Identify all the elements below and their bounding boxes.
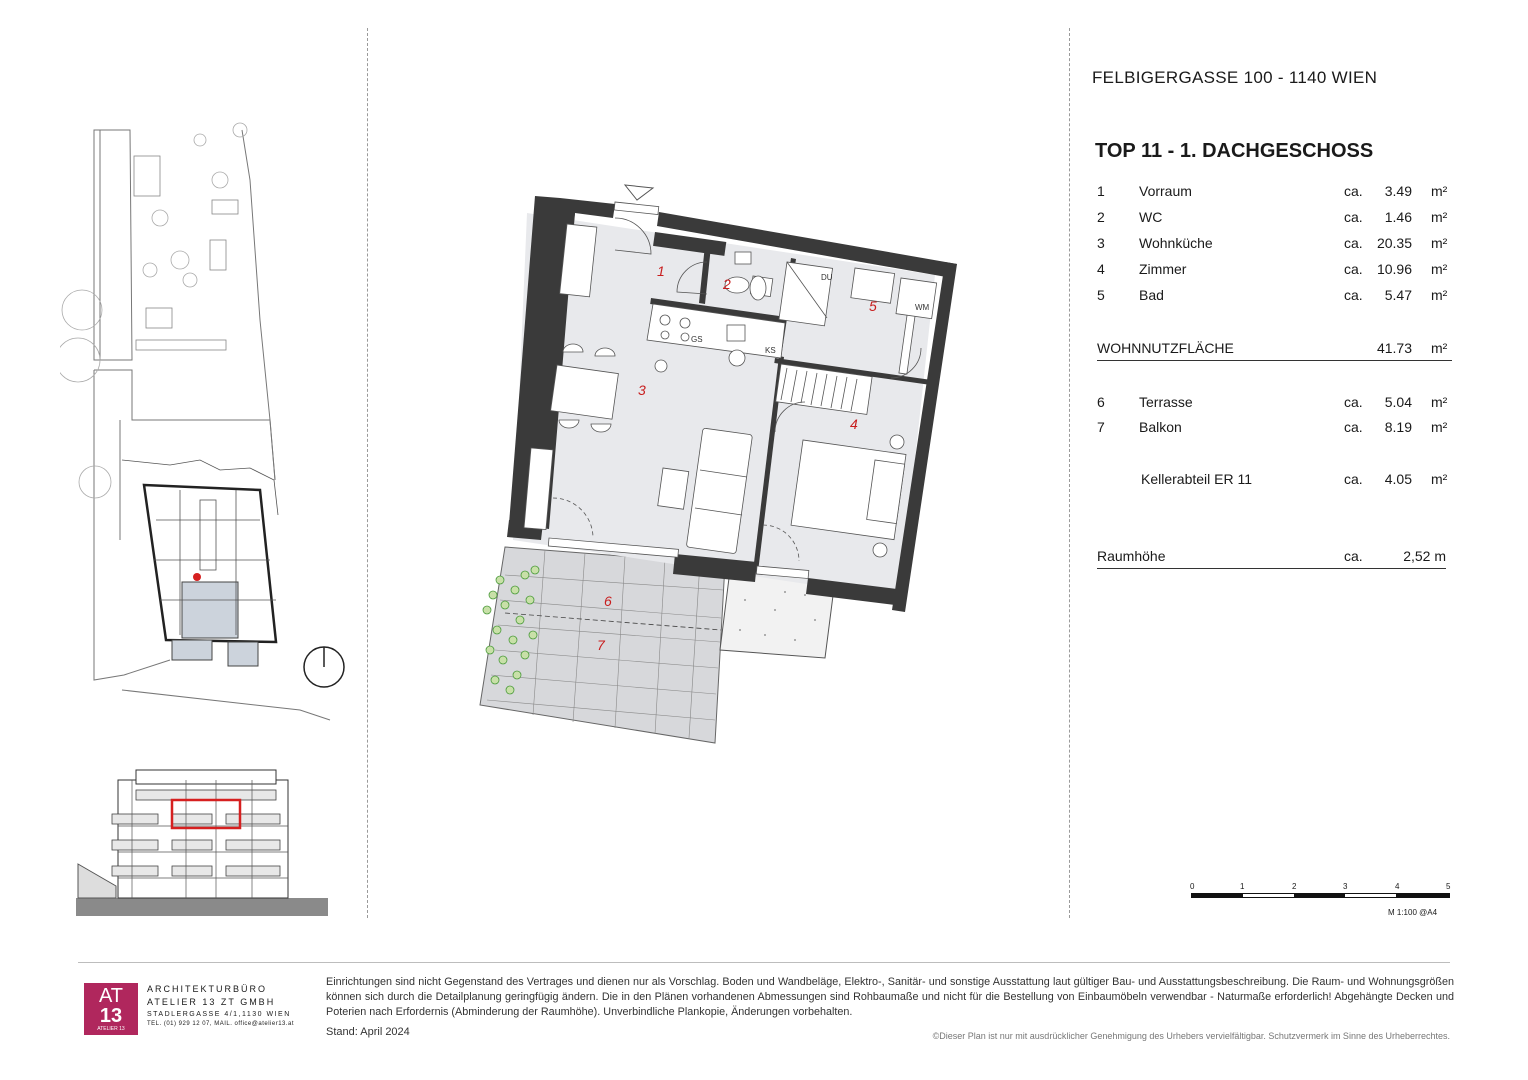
- room-unit: m²: [1431, 394, 1448, 410]
- outdoor-row: [1097, 394, 1452, 414]
- room-name: Zimmer: [1139, 261, 1187, 277]
- address: FELBIGERGASSE 100 - 1140 WIEN: [1092, 68, 1378, 87]
- room-unit: m²: [1431, 235, 1448, 251]
- room-area: 1.46: [1384, 209, 1412, 225]
- room-ca: ca.: [1344, 419, 1363, 435]
- room-area: 5.04: [1384, 394, 1412, 410]
- scale-tick: 1: [1240, 882, 1245, 891]
- room-area: 10.96: [1376, 261, 1412, 277]
- room-unit: m²: [1431, 261, 1448, 277]
- room-row: [1097, 287, 1452, 307]
- total-area-row: [1097, 340, 1452, 361]
- cellar-area: 4.05: [1384, 471, 1412, 487]
- room-number-7: 7: [597, 637, 605, 653]
- room-num: 1: [1097, 183, 1105, 199]
- label-gs: GS: [691, 335, 703, 344]
- room-name: Balkon: [1139, 419, 1182, 435]
- room-name: Terrasse: [1139, 394, 1193, 410]
- total-unit: m²: [1431, 340, 1448, 356]
- cellar-unit: m²: [1431, 471, 1448, 487]
- room-num: 4: [1097, 261, 1105, 277]
- room-number-3: 3: [638, 382, 646, 398]
- room-ca: ca.: [1344, 261, 1363, 277]
- site-plan: [60, 120, 350, 730]
- height-ca: ca.: [1344, 548, 1363, 564]
- right-divider: [1069, 28, 1070, 918]
- building-elevation: [76, 766, 330, 918]
- firm-line-3: STADLERGASSE 4/1,1130 WIEN: [147, 1011, 291, 1018]
- room-num: 6: [1097, 394, 1105, 410]
- total-label: WOHNNUTZFLÄCHE: [1097, 340, 1234, 356]
- company-logo: [84, 983, 138, 1035]
- room-num: 7: [1097, 419, 1105, 435]
- scale-bar-graphic: [1191, 893, 1450, 898]
- scale-caption: M 1:100 @A4: [1388, 908, 1438, 917]
- room-ca: ca.: [1344, 183, 1363, 199]
- room-ca: ca.: [1344, 287, 1363, 303]
- height-value: 2,52 m: [1403, 548, 1446, 564]
- room-name: WC: [1139, 209, 1163, 225]
- room-number-2: 2: [723, 276, 731, 292]
- total-value: 41.73: [1376, 340, 1412, 356]
- stand-date: Stand: April 2024: [326, 1026, 410, 1038]
- height-label: Raumhöhe: [1097, 548, 1166, 564]
- room-row: [1097, 209, 1452, 229]
- room-area: 20.35: [1376, 235, 1412, 251]
- room-num: 2: [1097, 209, 1105, 225]
- room-unit: m²: [1431, 209, 1448, 225]
- logo-text-at: AT: [98, 985, 124, 1007]
- room-name: Bad: [1139, 287, 1164, 303]
- scale-tick: 3: [1343, 882, 1348, 891]
- logo-text-13: 13: [99, 1005, 123, 1027]
- room-unit: m²: [1431, 287, 1448, 303]
- cellar-row: [1097, 471, 1452, 491]
- label-du: DU: [821, 273, 833, 282]
- room-num: 5: [1097, 287, 1105, 303]
- room-number-5: 5: [869, 298, 877, 314]
- room-name: Wohnküche: [1139, 235, 1213, 251]
- room-row: [1097, 235, 1452, 255]
- copyright-note: ©Dieser Plan ist nur mit ausdrücklicher Genehmigung des Urhebers vervielfältigbar. Schutzvermerk im Sinne des Urheberrechtes.: [932, 1031, 1450, 1041]
- disclaimer-text: Einrichtungen sind nicht Gegenstand des Vertrages und dienen nur als Vorschlag. Boden und Wandbeläge, Elektro-, Sanitär- und sonstige Ausstattung laut gültiger Bau- und Ausstattungsbeschreibung. Die Raum- und Wohnungsgrößen können sich durch die Detailplanung geringfügig ändern. Die in den Plänen vorhandenen Abmessungen sind Rohbaumaße und nicht für die Bestellung von Einbaumöbeln verwendbar - Naturmaße erforderlich! Abgehängte Decken und Poterien nach Erfordernis (Abminderung der Raumhöhe). Unverbindliche Plankopie, Änderungen vorbehalten.: [326, 976, 1454, 1018]
- room-area: 8.19: [1384, 419, 1412, 435]
- room-row: [1097, 261, 1452, 281]
- footer-divider: [78, 962, 1450, 963]
- label-wm: WM: [915, 303, 930, 312]
- firm-line-1: ARCHITEKTURBÜRO: [147, 984, 268, 994]
- scale-tick: 0: [1190, 882, 1195, 891]
- scale-tick: 5: [1446, 882, 1451, 891]
- outdoor-row: [1097, 419, 1452, 439]
- room-ca: ca.: [1344, 209, 1363, 225]
- room-number-4: 4: [850, 416, 858, 432]
- room-area: 3.49: [1384, 183, 1412, 199]
- room-number-6: 6: [604, 593, 612, 609]
- cellar-ca: ca.: [1344, 471, 1363, 487]
- room-num: 3: [1097, 235, 1105, 251]
- room-row: [1097, 183, 1452, 203]
- room-ca: ca.: [1344, 235, 1363, 251]
- room-ca: ca.: [1344, 394, 1363, 410]
- room-unit: m²: [1431, 419, 1448, 435]
- label-ks: KS: [765, 346, 776, 355]
- room-name: Vorraum: [1139, 183, 1192, 199]
- logo-subtext: ATELIER 13: [97, 1026, 125, 1032]
- room-height-row: [1097, 548, 1446, 569]
- firm-line-4: TEL. (01) 929 12 07, MAIL. office@atelier13.at: [147, 1021, 295, 1027]
- firm-line-2: ATELIER 13 ZT GMBH: [147, 997, 276, 1007]
- left-divider: [367, 28, 368, 918]
- scale-tick: 4: [1395, 882, 1400, 891]
- unit-title: TOP 11 - 1. DACHGESCHOSS: [1095, 140, 1374, 162]
- room-number-1: 1: [657, 263, 665, 279]
- room-area: 5.47: [1384, 287, 1412, 303]
- room-unit: m²: [1431, 183, 1448, 199]
- cellar-name: Kellerabteil ER 11: [1141, 471, 1253, 487]
- scale-tick: 2: [1292, 882, 1297, 891]
- floor-plan: [475, 180, 965, 750]
